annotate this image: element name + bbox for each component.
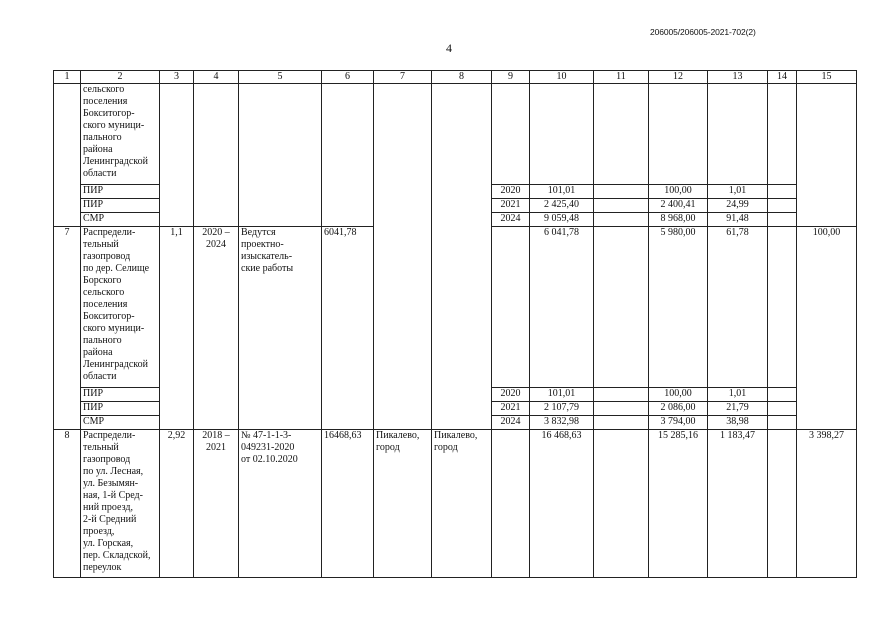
cell-total: 6 041,78 xyxy=(530,227,594,388)
cell-work-type: СМР xyxy=(81,416,160,430)
cell-col12: 100,00 xyxy=(649,388,708,402)
cell-number: 7 xyxy=(54,227,81,430)
cell-total xyxy=(530,84,594,185)
cell-work-type: ПИР xyxy=(81,402,160,416)
cell-work-type: ПИР xyxy=(81,388,160,402)
cell-col13: 1 183,47 xyxy=(708,430,768,578)
cell-work-type: ПИР xyxy=(81,199,160,213)
table-row xyxy=(54,84,857,185)
cell-locality: Пикалево, город xyxy=(374,430,432,578)
cell-col13: 38,98 xyxy=(708,416,768,430)
cell-total: 2 107,79 xyxy=(530,402,594,416)
page-number: 4 xyxy=(446,41,452,55)
header-cell: 13 xyxy=(708,71,768,84)
cell-year: 2021 xyxy=(492,199,530,213)
cell-col11 xyxy=(594,213,649,227)
cell-total: 101,01 xyxy=(530,185,594,199)
cell-year: 2020 xyxy=(492,185,530,199)
cell-total: 3 832,98 xyxy=(530,416,594,430)
cell-locality: Пикалево, город xyxy=(432,430,492,578)
cell-col12: 3 794,00 xyxy=(649,416,708,430)
cell-length: 2,92 xyxy=(160,430,194,578)
cell-col14 xyxy=(768,199,797,213)
header-cell: 10 xyxy=(530,71,594,84)
header-cell: 11 xyxy=(594,71,649,84)
cell-col11 xyxy=(594,199,649,213)
cell-status xyxy=(239,84,322,227)
cell-year: 2024 xyxy=(492,213,530,227)
header-cell: 15 xyxy=(797,71,857,84)
header-cell: 5 xyxy=(239,71,322,84)
cell-length xyxy=(160,84,194,227)
cell-period xyxy=(194,84,239,227)
cell-col14 xyxy=(768,402,797,416)
cell-col11 xyxy=(594,430,649,578)
cell-object-name: Распредели- тельный газопровод по дер. Селище Борского сельского поселения Бокситогор- ского муници- пального района Ленинградской области xyxy=(81,227,160,388)
cell-col12: 15 285,16 xyxy=(649,430,708,578)
cell-total: 9 059,48 xyxy=(530,213,594,227)
header-cell: 9 xyxy=(492,71,530,84)
cell-col13: 24,99 xyxy=(708,199,768,213)
cell-period: 2020 – 2024 xyxy=(194,227,239,430)
cell-col13: 91,48 xyxy=(708,213,768,227)
cell-locality xyxy=(374,84,432,430)
cell-col14 xyxy=(768,430,797,578)
header-cell: 8 xyxy=(432,71,492,84)
header-cell: 6 xyxy=(322,71,374,84)
cell-year: 2020 xyxy=(492,388,530,402)
cell-col13: 21,79 xyxy=(708,402,768,416)
cell-object-name: сельского поселения Бокситогор- ского муници- пального района Ленинградской области xyxy=(81,84,160,185)
cell-col13: 61,78 xyxy=(708,227,768,388)
cell-year xyxy=(492,84,530,185)
cell-col12 xyxy=(649,84,708,185)
cell-year xyxy=(492,227,530,388)
cell-year: 2021 xyxy=(492,402,530,416)
cell-col14 xyxy=(768,416,797,430)
cell-number xyxy=(54,84,81,227)
cell-col15: 100,00 xyxy=(797,227,857,430)
header-cell: 7 xyxy=(374,71,432,84)
cell-col15: 3 398,27 xyxy=(797,430,857,578)
cell-col12: 5 980,00 xyxy=(649,227,708,388)
cell-total: 2 425,40 xyxy=(530,199,594,213)
column-header-row xyxy=(54,71,857,84)
cell-col13: 1,01 xyxy=(708,185,768,199)
cell-col12: 8 968,00 xyxy=(649,213,708,227)
cell-col14 xyxy=(768,227,797,388)
cell-col11 xyxy=(594,388,649,402)
cell-col13 xyxy=(708,84,768,185)
cell-col15 xyxy=(797,84,857,227)
cell-col11 xyxy=(594,185,649,199)
cell-work-type: СМР xyxy=(81,213,160,227)
cell-col11 xyxy=(594,402,649,416)
header-cell: 3 xyxy=(160,71,194,84)
cell-total: 101,01 xyxy=(530,388,594,402)
cell-object-name: Распредели- тельный газопровод по ул. Лесная, ул. Безымян- ная, 1-й Сред- ний проезд, 2-й Средний проезд, ул. Горская, пер. Складской, переулок xyxy=(81,430,160,578)
cell-year xyxy=(492,430,530,578)
table-row xyxy=(54,430,857,578)
document-id: 206005/206005-2021-702(2) xyxy=(650,27,756,37)
cell-col13: 1,01 xyxy=(708,388,768,402)
cell-col12: 2 086,00 xyxy=(649,402,708,416)
header-cell: 14 xyxy=(768,71,797,84)
cell-locality xyxy=(432,84,492,430)
cell-col12: 100,00 xyxy=(649,185,708,199)
cell-col14 xyxy=(768,213,797,227)
cell-year: 2024 xyxy=(492,416,530,430)
cell-col14 xyxy=(768,388,797,402)
cell-col11 xyxy=(594,416,649,430)
cell-col14 xyxy=(768,84,797,185)
header-cell: 2 xyxy=(81,71,160,84)
cell-col12: 2 400,41 xyxy=(649,199,708,213)
cell-work-type: ПИР xyxy=(81,185,160,199)
header-cell: 4 xyxy=(194,71,239,84)
cell-col11 xyxy=(594,84,649,185)
cell-status: Ведутся проектно- изыскатель- ские работы xyxy=(239,227,322,430)
cell-number: 8 xyxy=(54,430,81,578)
cell-period: 2018 – 2021 xyxy=(194,430,239,578)
cell-cost: 6041,78 xyxy=(322,227,374,430)
header-cell: 1 xyxy=(54,71,81,84)
cell-col14 xyxy=(768,185,797,199)
header-cell: 12 xyxy=(649,71,708,84)
cell-status: № 47-1-1-3- 049231-2020 от 02.10.2020 xyxy=(239,430,322,578)
cell-col11 xyxy=(594,227,649,388)
cell-cost: 16468,63 xyxy=(322,430,374,578)
cell-length: 1,1 xyxy=(160,227,194,430)
cell-total: 16 468,63 xyxy=(530,430,594,578)
cell-cost xyxy=(322,84,374,227)
data-table xyxy=(53,70,857,578)
